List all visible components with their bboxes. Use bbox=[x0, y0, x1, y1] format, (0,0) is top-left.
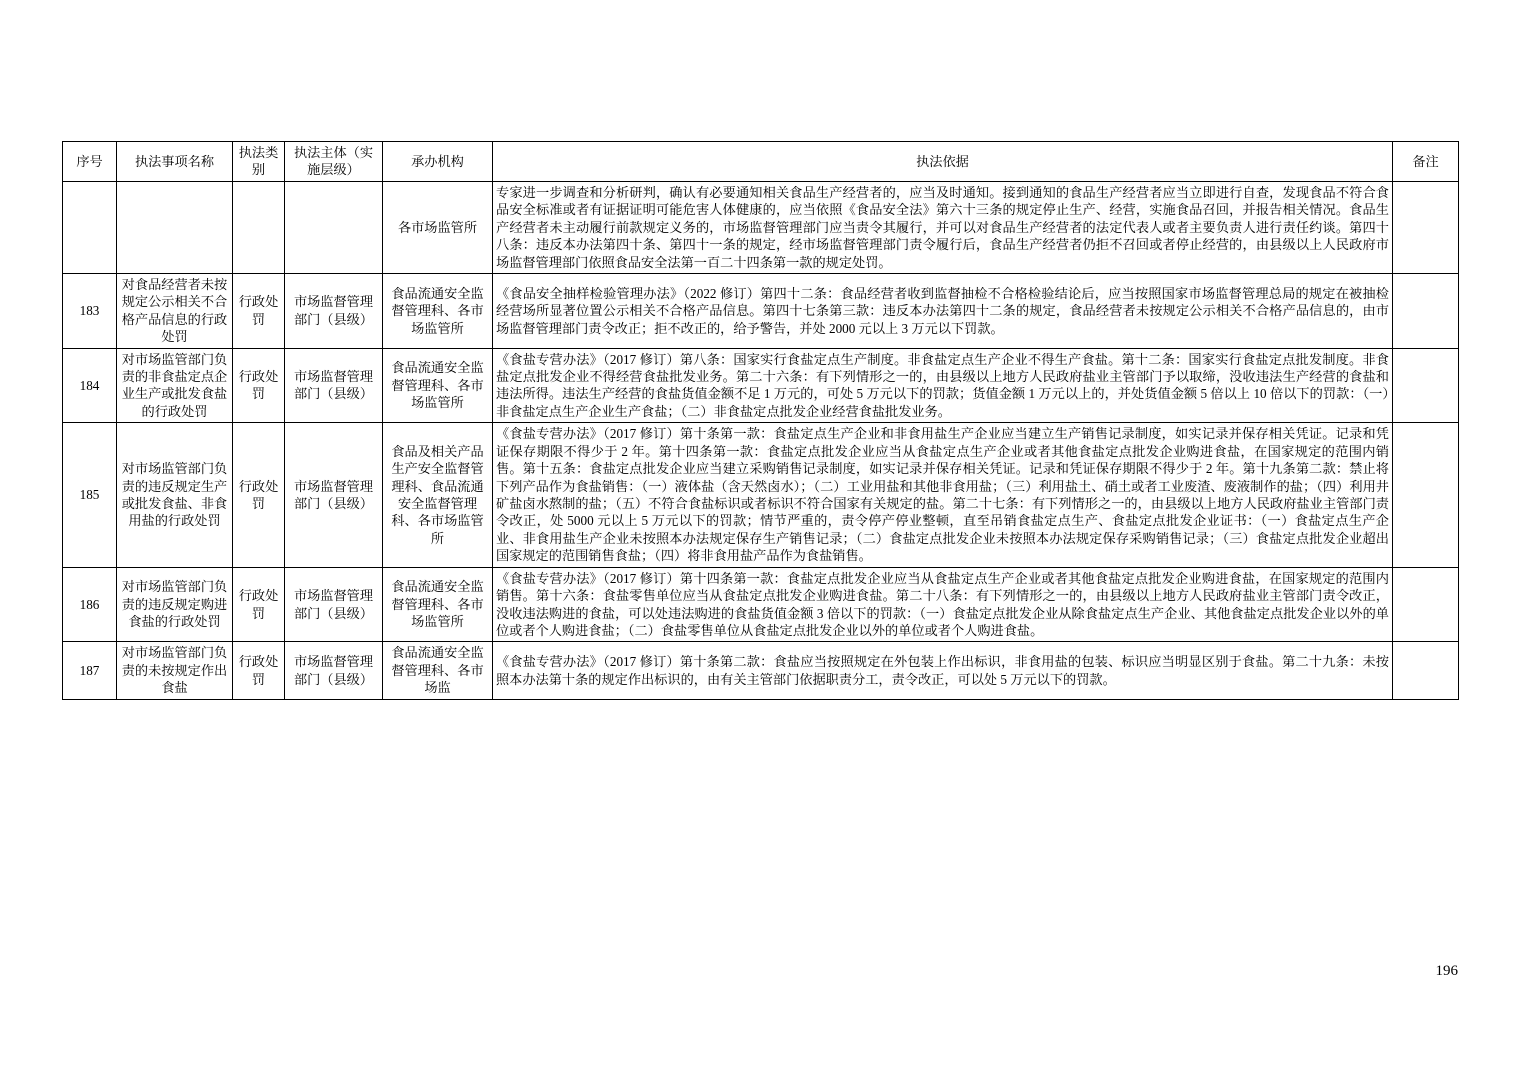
cell-seq: 187 bbox=[63, 642, 117, 699]
cell-seq bbox=[63, 181, 117, 273]
cell-subject: 市场监督管理部门（县级） bbox=[285, 348, 383, 423]
cell-item-name: 对市场监管部门负责的违反规定购进食盐的行政处罚 bbox=[117, 567, 233, 642]
table-row bbox=[63, 273, 1459, 348]
cell-organization: 食品流通安全监督管理科、各市场监 bbox=[383, 642, 493, 699]
cell-seq: 186 bbox=[63, 567, 117, 642]
cell-item-name: 对食品经营者未按规定公示相关不合格产品信息的行政处罚 bbox=[117, 273, 233, 348]
cell-organization: 食品流通安全监督管理科、各市场监管所 bbox=[383, 567, 493, 642]
cell-remark bbox=[1393, 642, 1459, 699]
header-item-name: 执法事项名称 bbox=[117, 142, 233, 182]
table-row bbox=[63, 181, 1459, 273]
cell-legal-basis: 《食盐专营办法》（2017 修订）第十条第一款：食盐定点生产企业和非食用盐生产企业应当建立生产销售记录制度，如实记录并保存相关凭证。记录和凭证保存期限不得少于 2 年。第十四条第一款：食盐定点批发企业应当从食盐定点生产企业或者其他食盐定点批发企业购进食盐，在国家规定的范围内销售。第十五条：食盐定点批发企业应当建立采购销售记录制度，如实记录并保存相关凭证。记录和凭证保存期限不得少于 2 年。第十九条第二款：禁止将下列产品作为食盐销售：（一）液体盐（含天然卤水）；（二）工业用盐和其他非食用盐；（三）利用盐土、硝土或者工业废渣、废液制作的盐；（四）利用井矿盐卤水熬制的盐；（五）不符合食盐标识或者标识不符合国家有关规定的盐。第二十七条：有下列情形之一的，由县级以上地方人民政府盐业主管部门责令改正，处 5000 元以上 5 万元以下的罚款；情节严重的，责令停产停业整顿，直至吊销食盐定点生产、食盐定点批发企业证书：（一）食盐定点生产企业、非食用盐生产企业未按照本办法规定保存生产销售记录；（二）食盐定点批发企业未按照本办法规定保存采购销售记录；（三）食盐定点批发企业超出国家规定的范围销售食盐；（四）将非食用盐产品作为食盐销售。 bbox=[493, 423, 1393, 567]
page-number: 196 bbox=[1435, 963, 1458, 979]
header-subject: 执法主体（实施层级） bbox=[285, 142, 383, 182]
cell-category bbox=[233, 181, 285, 273]
cell-legal-basis: 专家进一步调查和分析研判，确认有必要通知相关食品生产经营者的，应当及时通知。接到通知的食品生产经营者应当立即进行自查，发现食品不符合食品安全标准或者有证据证明可能危害人体健康的，应当依照《食品安全法》第六十三条的规定停止生产、经营，实施食品召回，并报告相关情况。食品生产经营者未主动履行前款规定义务的，市场监督管理部门应当责令其履行，并可以对食品生产经营者的法定代表人或者主要负责人进行责任约谈。第四十八条：违反本办法第四十条、第四十一条的规定，经市场监督管理部门责令履行后，食品生产经营者仍拒不召回或者停止经营的，由县级以上人民政府市场监督管理部门依照食品安全法第一百二十四条第一款的规定处罚。 bbox=[493, 181, 1393, 273]
cell-legal-basis: 《食盐专营办法》（2017 修订）第十四条第一款：食盐定点批发企业应当从食盐定点生产企业或者其他食盐定点批发企业购进食盐，在国家规定的范围内销售。第十六条：食盐零售单位应当从食盐定点批发企业购进食盐。第二十八条：有下列情形之一的，由县级以上地方人民政府盐业主管部门责令改正，没收违法购进的食盐，可以处违法购进的食盐货值金额 3 倍以下的罚款：（一）食盐定点批发企业从除食盐定点生产企业、其他食盐定点批发企业以外的单位或者个人购进食盐；（二）食盐零售单位从食盐定点批发企业以外的单位或者个人购进食盐。 bbox=[493, 567, 1393, 642]
cell-subject: 市场监督管理部门（县级） bbox=[285, 567, 383, 642]
cell-organization: 食品流通安全监督管理科、各市场监管所 bbox=[383, 348, 493, 423]
cell-category: 行政处罚 bbox=[233, 642, 285, 699]
enforcement-items-table bbox=[62, 141, 1459, 700]
header-legal-basis: 执法依据 bbox=[493, 142, 1393, 182]
table-row bbox=[63, 423, 1459, 567]
cell-category: 行政处罚 bbox=[233, 423, 285, 567]
cell-organization: 各市场监管所 bbox=[383, 181, 493, 273]
cell-category: 行政处罚 bbox=[233, 348, 285, 423]
cell-remark bbox=[1393, 567, 1459, 642]
cell-item-name: 对市场监管部门负责的非食盐定点企业生产或批发食盐的行政处罚 bbox=[117, 348, 233, 423]
header-seq: 序号 bbox=[63, 142, 117, 182]
cell-organization: 食品流通安全监督管理科、各市场监管所 bbox=[383, 273, 493, 348]
cell-subject bbox=[285, 181, 383, 273]
cell-item-name bbox=[117, 181, 233, 273]
cell-subject: 市场监督管理部门（县级） bbox=[285, 273, 383, 348]
table-row bbox=[63, 348, 1459, 423]
cell-category: 行政处罚 bbox=[233, 567, 285, 642]
cell-remark bbox=[1393, 181, 1459, 273]
cell-category: 行政处罚 bbox=[233, 273, 285, 348]
cell-seq: 183 bbox=[63, 273, 117, 348]
header-category: 执法类别 bbox=[233, 142, 285, 182]
cell-organization: 食品及相关产品生产安全监督管理科、食品流通安全监督管理科、各市场监管所 bbox=[383, 423, 493, 567]
cell-remark bbox=[1393, 423, 1459, 567]
header-remark: 备注 bbox=[1393, 142, 1459, 182]
cell-subject: 市场监督管理部门（县级） bbox=[285, 423, 383, 567]
cell-item-name: 对市场监管部门负责的未按规定作出食盐 bbox=[117, 642, 233, 699]
cell-subject: 市场监督管理部门（县级） bbox=[285, 642, 383, 699]
cell-legal-basis: 《食盐专营办法》（2017 修订）第八条：国家实行食盐定点生产制度。非食盐定点生产企业不得生产食盐。第十二条：国家实行食盐定点批发制度。非食盐定点批发企业不得经营食盐批发业务。第二十六条：有下列情形之一的，由县级以上地方人民政府盐业主管部门予以取缔，没收违法生产经营的食盐和违法所得。违法生产经营的食盐货值金额不足 1 万元的，可处 5 万元以下的罚款；货值金额 1 万元以上的，并处货值金额 5 倍以上 10 倍以下的罚款：（一）非食盐定点生产企业生产食盐；（二）非食盐定点批发企业经营食盐批发业务。 bbox=[493, 348, 1393, 423]
cell-remark bbox=[1393, 348, 1459, 423]
table-header-row bbox=[63, 142, 1459, 182]
cell-legal-basis: 《食品安全抽样检验管理办法》（2022 修订）第四十二条：食品经营者收到监督抽检不合格检验结论后，应当按照国家市场监督管理总局的规定在被抽检经营场所显著位置公示相关不合格产品信息。第四十七条第三款：违反本办法第四十二条的规定，食品经营者未按规定公示相关不合格产品信息的，由市场监督管理部门责令改正；拒不改正的，给予警告，并处 2000 元以上 3 万元以下罚款。 bbox=[493, 273, 1393, 348]
header-organization: 承办机构 bbox=[383, 142, 493, 182]
cell-seq: 184 bbox=[63, 348, 117, 423]
enforcement-items-table-wrapper bbox=[62, 141, 1458, 700]
cell-item-name: 对市场监管部门负责的违反规定生产或批发食盐、非食用盐的行政处罚 bbox=[117, 423, 233, 567]
cell-seq: 185 bbox=[63, 423, 117, 567]
table-row bbox=[63, 567, 1459, 642]
cell-legal-basis: 《食盐专营办法》（2017 修订）第十条第二款：食盐应当按照规定在外包装上作出标识，非食用盐的包装、标识应当明显区别于食盐。第二十九条：未按照本办法第十条的规定作出标识的，由有关主管部门依据职责分工，责令改正，可以处 5 万元以下的罚款。 bbox=[493, 642, 1393, 699]
cell-remark bbox=[1393, 273, 1459, 348]
table-row bbox=[63, 642, 1459, 699]
